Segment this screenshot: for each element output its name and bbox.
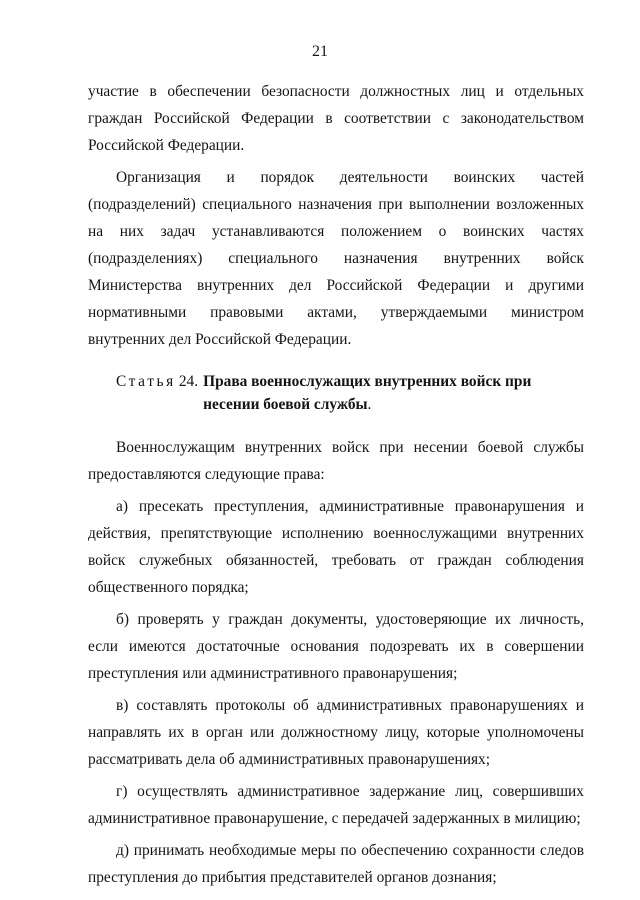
list-item-v: в) составлять протоколы об административных правонарушениях и направлять их в орган или должностному лицу, которые уполномочены рассматривать дела об административных правонарушениях; bbox=[88, 697, 584, 768]
article-title: Права военнослужащих внутренних войск при несении боевой службы bbox=[203, 373, 532, 413]
article-title-wrap bbox=[203, 370, 584, 416]
paragraph-continuation: участие в обеспечении безопасности должностных лиц и отдельных граждан Российской Федерации в соответствии с законодательством Российской Федерации. bbox=[88, 83, 584, 154]
article-number: 24. bbox=[178, 373, 199, 390]
page-number: 21 bbox=[312, 43, 328, 60]
document-body bbox=[88, 78, 584, 891]
list-item-g: г) осуществлять административное задержание лиц, совершивших административное правонарушение, с передачей задержанных в милицию; bbox=[88, 783, 584, 827]
article-title-period: . bbox=[367, 396, 372, 413]
list-item-a: а) пресекать преступления, административные правонарушения и действия, препятствующие исполнению военнослужащими внутренних войск служебных обязанностей, требовать от граждан соблюдения общественного порядка; bbox=[88, 498, 584, 596]
list-item-b: б) проверять у граждан документы, удостоверяющие их личность, если имеются достаточные основания подозревать их в совершении преступления или административного правонарушения; bbox=[88, 611, 584, 682]
paragraph-organization: Организация и порядок деятельности воинских частей (подразделений) специального назначения при выполнении возложенных на них задач устанавливаются положением о воинских частях (подразделениях) специального назначения внутренних войск Министерства внутренних дел Российской Федерации и другими нормативными правовыми актами, утверждаемыми министром внутренних дел Российской Федерации. bbox=[88, 169, 584, 348]
article-label: Статья bbox=[116, 373, 176, 390]
article-heading bbox=[88, 370, 584, 416]
paragraph-rights-intro: Военнослужащим внутренних войск при несении боевой службы предоставляются следующие права: bbox=[88, 439, 584, 483]
list-item-d: д) принимать необходимые меры по обеспечению сохранности следов преступления до прибытия представителей органов дознания; bbox=[88, 842, 584, 886]
